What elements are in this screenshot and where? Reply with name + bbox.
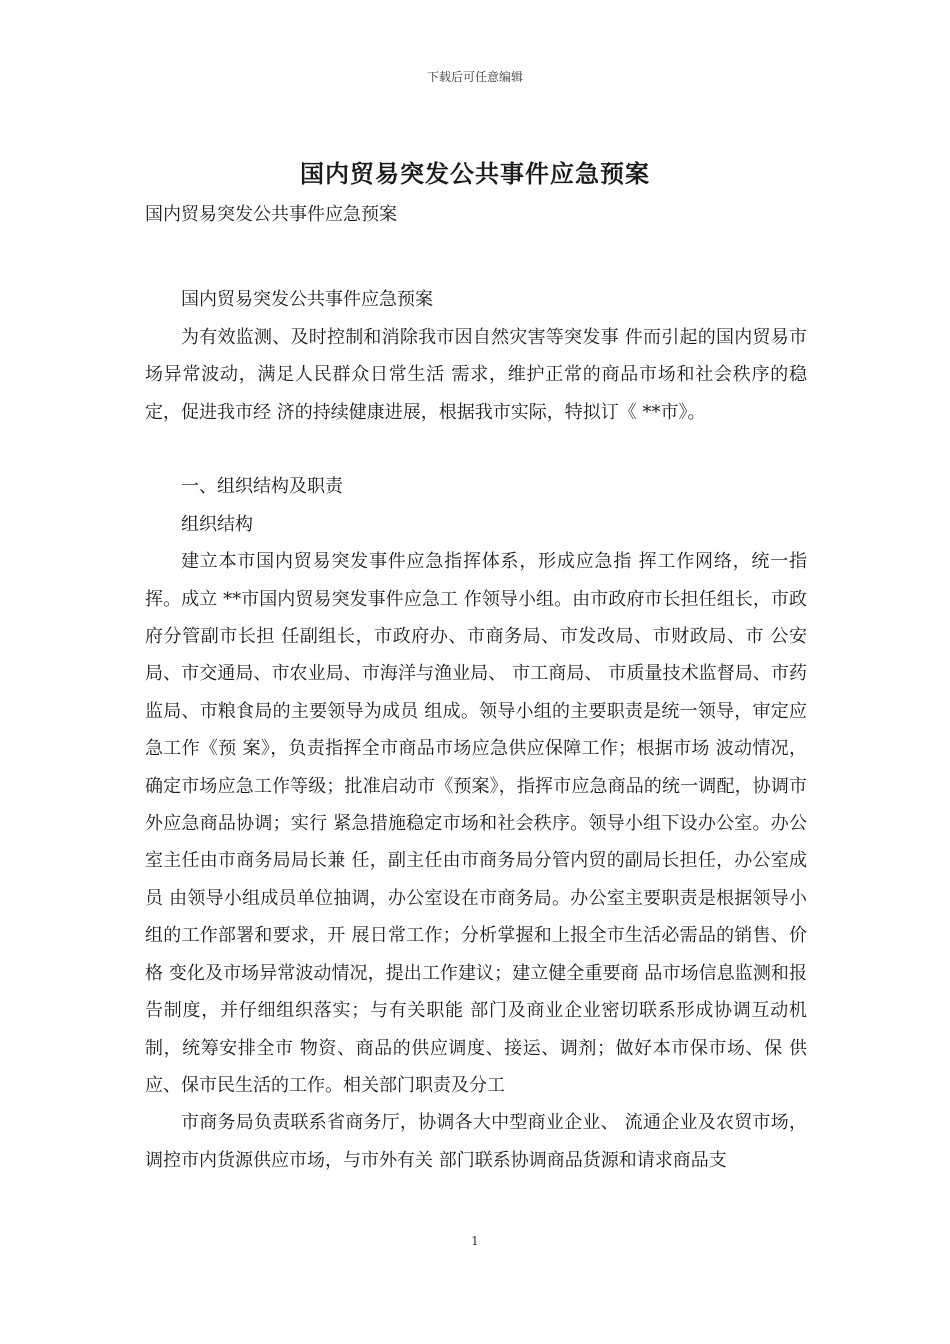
subsection-heading-structure: 组织结构: [181, 513, 253, 535]
paragraph-purpose: 为有效监测、及时控制和消除我市因自然灾害等突发事 件而引起的国内贸易市场异常波动，满足人民群众日常生活 需求，维护正常的商品市场和社会秩序的稳定，促进我市经 济的持续健康进展，根据我市实际，特拟订《 **市》。: [145, 326, 807, 423]
blank-line: [145, 233, 807, 281]
page-header-note: 下载后可任意编辑: [426, 70, 523, 84]
paragraph-commerce-bureau: 市商务局负责联系省商务厅，协调各大中型商业企业、 流通企业及农贸市场，调控市内货源供应市场，与市外有关 部门联系协调商品货源和请求商品支: [145, 1112, 807, 1171]
document-title: 国内贸易突发公共事件应急预案: [300, 159, 650, 188]
section-heading-organization: 一、组织结构及职责: [181, 476, 343, 498]
page-number: 1: [471, 1234, 479, 1248]
paragraph-repeated-title: 国内贸易突发公共事件应急预案: [181, 289, 433, 311]
paragraph-structure-details: 建立本市国内贸易突发事件应急指挥体系，形成应急指 挥工作网络，统一指挥。成立 **市国内贸易突发事件应急工 作领导小组。由市政府市长担任组长，市政府分管副市长担 任副组长，市政府办、市商务局、市发改局、市财政局、市 公安局、市交通局、市农业局、市海洋与渔业局、 市工商局、 市质量技术监督局、市药监局、市粮食局的主要领导为成员 组成。领导小组的主要职责是统一领导，审定应急工作《预 案》，负责指挥全市商品市场应急供应保障工作；根据市场 波动情况，确定市场应急工作等级；批准启动市《预案》，指挥市应急商品的统一调配，协调市外应急商品协调；实行 紧急措施稳定市场和社会秩序。领导小组下设办公室。办公室主任由市商务局局长兼 任，副主任由市商务局分管内贸的副局长担任，办公室成员 由领导小组成员单位抽调，办公室设在市商务局。办公室主要职责是根据领导小组的工作部署和要求，开 展日常工作；分析掌握和上报全市生活必需品的销售、价格 变化及市场异常波动情况，提出工作建议；建立健全重要商 品市场信息监测和报告制度，并仔细组织落实；与有关职能 部门及商业企业密切联系形成协调互动机制，统筹安排全市 物资、商品的供应调度、接运、调剂；做好本市保市场、保 供应、保市民生活的工作。相关部门职责及分工: [145, 551, 807, 1096]
document-subtitle: 国内贸易突发公共事件应急预案: [145, 204, 397, 225]
document-body: [145, 196, 807, 1179]
blank-line: [145, 431, 807, 468]
